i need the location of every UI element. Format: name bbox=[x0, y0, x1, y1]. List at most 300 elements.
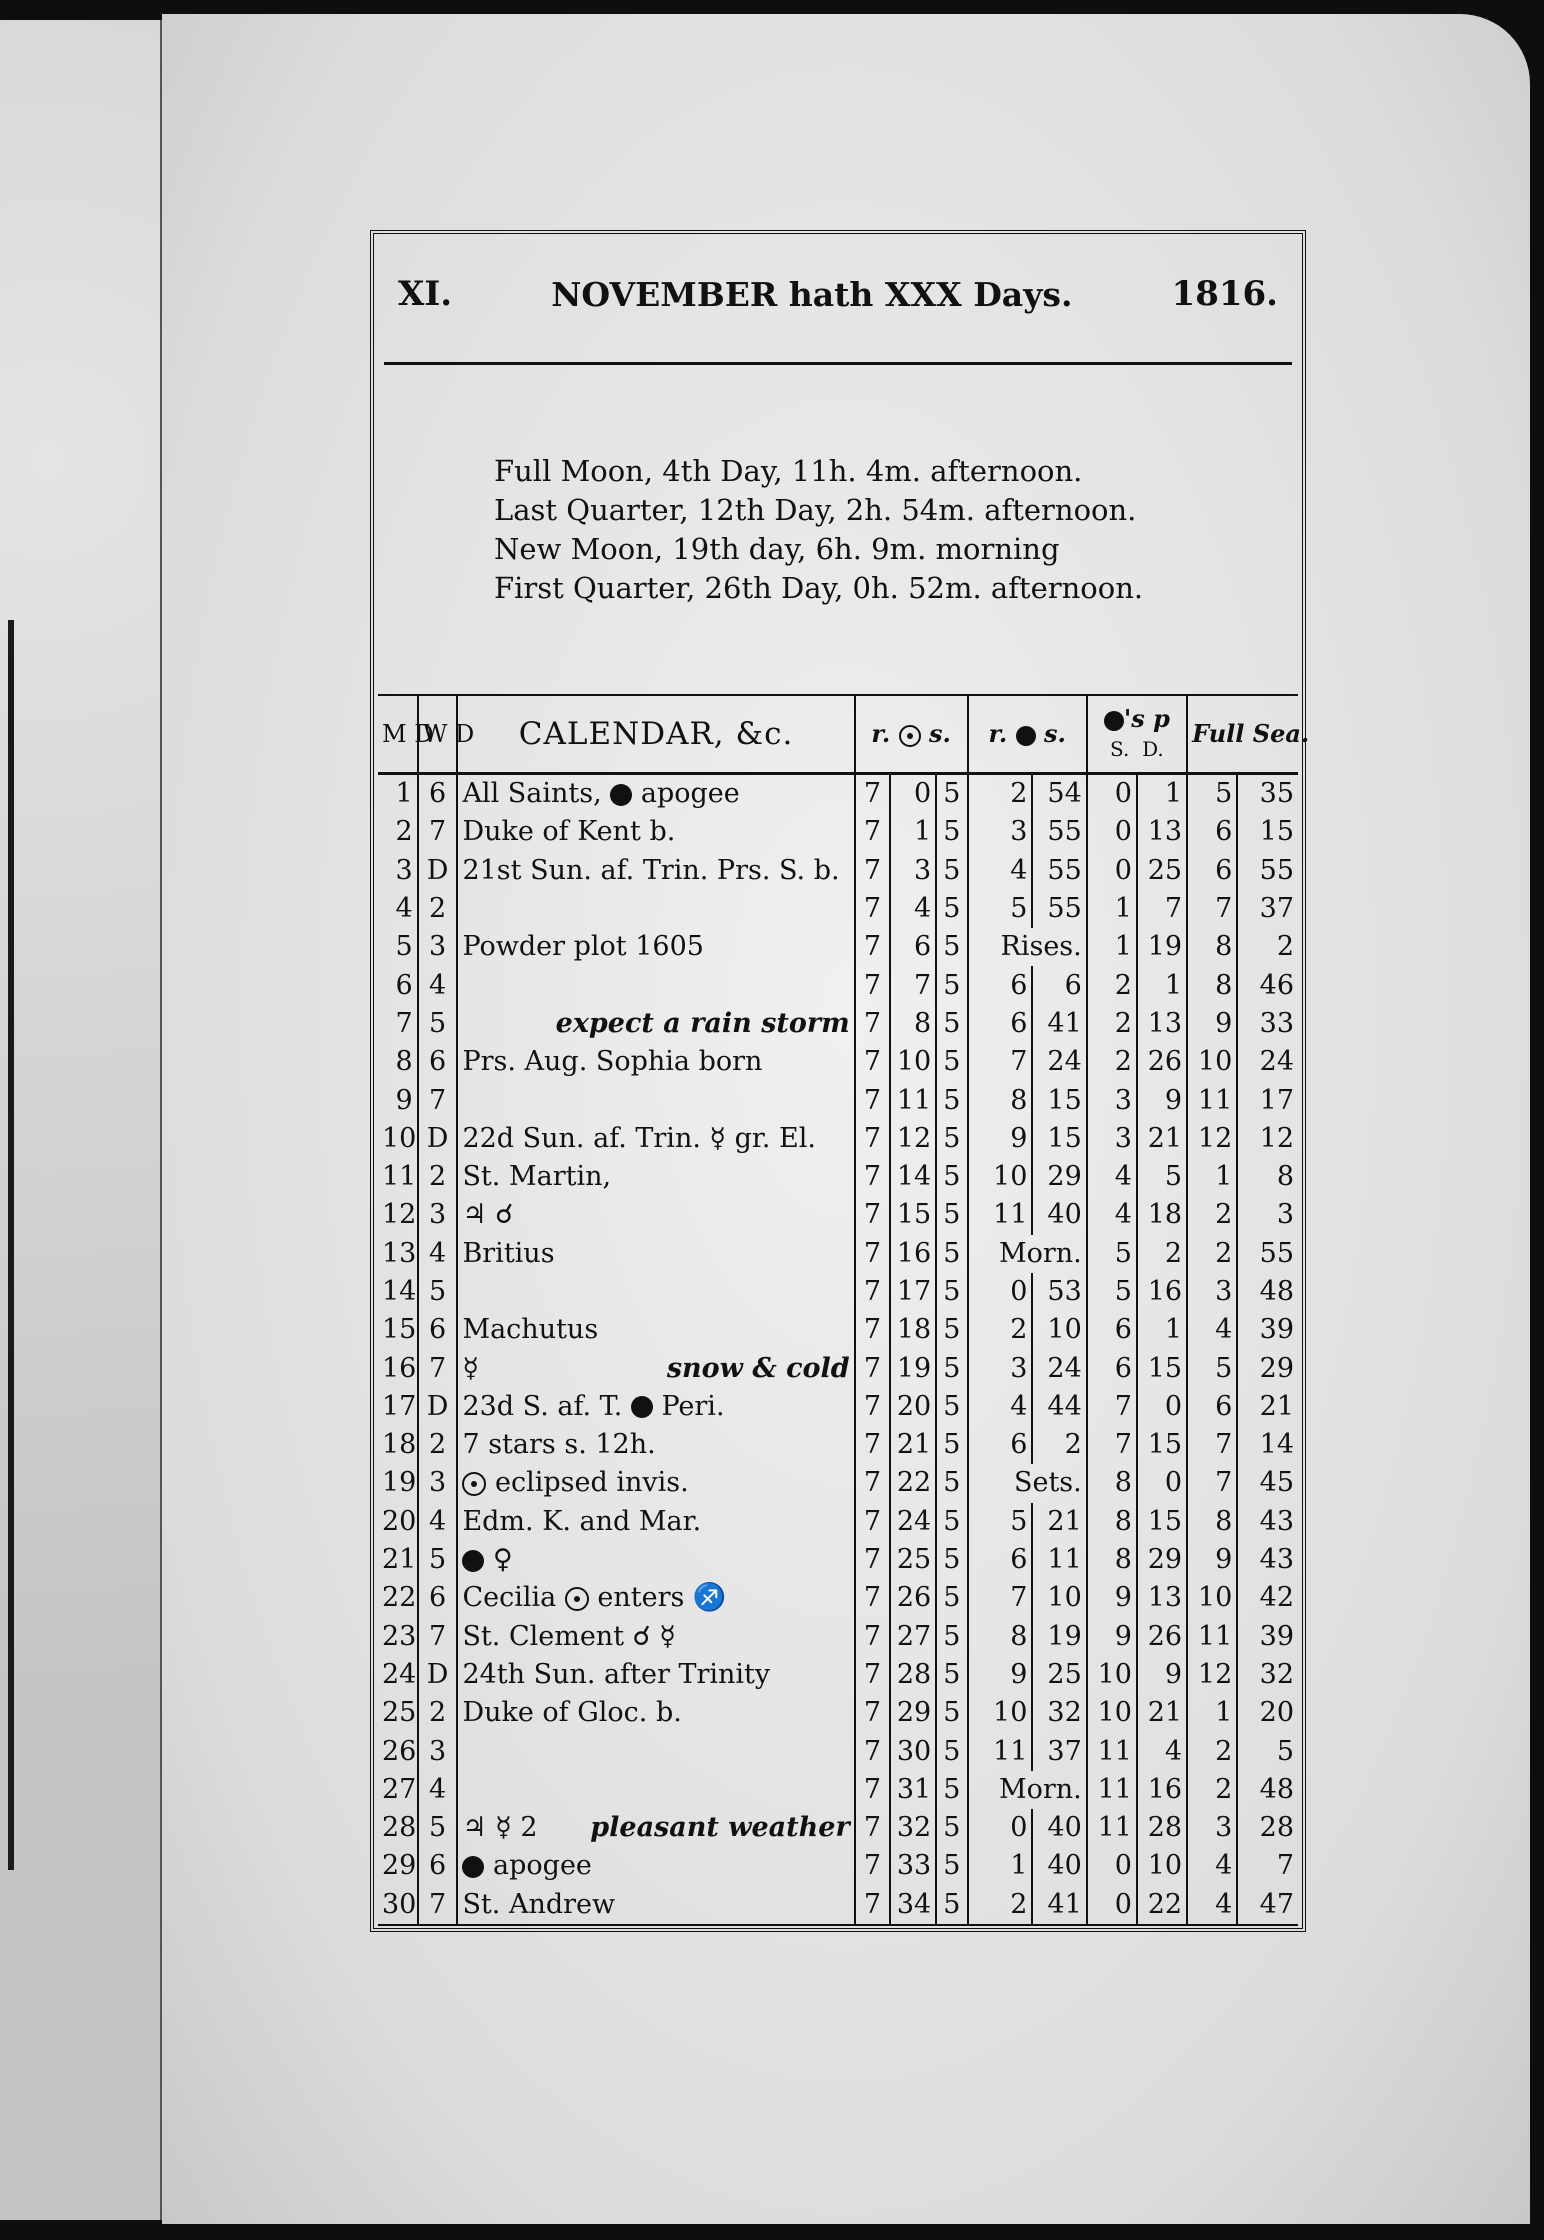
day-of-month: 25 bbox=[378, 1694, 418, 1732]
day-of-month: 3 bbox=[378, 852, 418, 890]
moon-south-minute: 15 bbox=[1137, 1503, 1187, 1541]
table-row bbox=[378, 813, 1298, 851]
moon-rise-minute: 54 bbox=[1032, 774, 1086, 814]
sunset-hour: 5 bbox=[936, 1196, 967, 1234]
event-cell bbox=[457, 1541, 854, 1579]
full-sea-minute: 3 bbox=[1276, 1199, 1294, 1231]
moon-rise-hour: 5 bbox=[968, 890, 1033, 928]
sunrise-minute: 28 bbox=[890, 1656, 936, 1694]
moon-south-minute: 5 bbox=[1137, 1158, 1187, 1196]
day-of-week: 5 bbox=[418, 1273, 458, 1311]
table-row bbox=[378, 1349, 1298, 1387]
day-of-month: 5 bbox=[378, 928, 418, 966]
moon-south-minute: 4 bbox=[1137, 1732, 1187, 1770]
moon-rise-minute: 24 bbox=[1032, 1043, 1086, 1081]
event-text: Prs. Aug. Sophia born bbox=[462, 1046, 763, 1078]
event-cell bbox=[457, 1426, 854, 1464]
day-of-week: 2 bbox=[418, 1158, 458, 1196]
full-sea-minute: 42 bbox=[1259, 1582, 1294, 1614]
table-row bbox=[378, 1656, 1298, 1694]
day-of-month: 7 bbox=[378, 1005, 418, 1043]
moon-south-hour: 9 bbox=[1087, 1579, 1137, 1617]
event-cell bbox=[457, 1235, 854, 1273]
day-of-week: 6 bbox=[418, 1311, 458, 1349]
moon-rise-hour: 3 bbox=[968, 1349, 1033, 1387]
sunrise-hour: 7 bbox=[855, 1388, 891, 1426]
event-cell bbox=[457, 1809, 854, 1847]
moon-rise-hour: 11 bbox=[968, 1732, 1033, 1770]
calendar-table bbox=[378, 694, 1310, 1926]
col-md: M D bbox=[378, 695, 418, 774]
sunrise-minute: 4 bbox=[890, 890, 936, 928]
moon-rise-minute: 37 bbox=[1032, 1732, 1086, 1770]
event-detail: eclipsed invis. bbox=[495, 1467, 689, 1499]
moon-phases bbox=[494, 452, 1143, 608]
calendar-body bbox=[378, 774, 1298, 1925]
table-row bbox=[378, 774, 1298, 814]
table-row bbox=[378, 852, 1298, 890]
event-cell bbox=[457, 966, 854, 1004]
sunset-hour: 5 bbox=[936, 1732, 967, 1770]
sunrise-hour: 7 bbox=[855, 1732, 891, 1770]
moon-rise-minute: 40 bbox=[1032, 1196, 1086, 1234]
full-sea-hour: 1 bbox=[1187, 1158, 1237, 1196]
day-of-month: 4 bbox=[378, 890, 418, 928]
moon-south-minute: 1 bbox=[1137, 966, 1187, 1004]
full-sea-hour: 4 bbox=[1187, 1886, 1237, 1925]
sunset-hour: 5 bbox=[936, 928, 967, 966]
full-sea-minute: 39 bbox=[1259, 1620, 1294, 1652]
event-detail: apogee bbox=[640, 778, 740, 810]
full-sea-minute: 55 bbox=[1259, 854, 1294, 886]
moon-south-hour: 10 bbox=[1087, 1656, 1137, 1694]
sunrise-hour: 7 bbox=[855, 928, 891, 966]
full-sea-hour: 5 bbox=[1187, 774, 1237, 814]
event-text: St. Clement bbox=[462, 1620, 625, 1652]
col-sun bbox=[855, 695, 968, 774]
moon-rise-minute: 15 bbox=[1032, 1120, 1086, 1158]
event-cell bbox=[457, 1464, 854, 1502]
moon-south-minute: 13 bbox=[1137, 1579, 1187, 1617]
sunset-hour: 5 bbox=[936, 1273, 967, 1311]
col-moon bbox=[968, 695, 1087, 774]
moon-rise-hour: 2 bbox=[968, 1886, 1033, 1925]
day-of-month: 20 bbox=[378, 1503, 418, 1541]
moon-south-s: S. bbox=[1110, 737, 1130, 761]
full-sea-minute: 35 bbox=[1259, 778, 1294, 810]
day-of-month: 12 bbox=[378, 1196, 418, 1234]
full-sea-hour: 4 bbox=[1187, 1847, 1237, 1885]
almanac-page bbox=[162, 14, 1530, 2224]
sunset-hour: 5 bbox=[936, 1043, 967, 1081]
event-cell bbox=[457, 1005, 854, 1043]
moon-south-hour: 3 bbox=[1087, 1081, 1137, 1119]
moon-rise-hour: Sets. bbox=[968, 1464, 1087, 1502]
day-of-month: 23 bbox=[378, 1618, 418, 1656]
event-text: 22d Sun. af. Trin. ☿ gr. El. bbox=[462, 1122, 816, 1154]
facing-page bbox=[0, 20, 163, 2220]
sunrise-minute: 12 bbox=[890, 1120, 936, 1158]
full-sea-hour: 9 bbox=[1187, 1541, 1237, 1579]
moon-south-hour: 11 bbox=[1087, 1771, 1137, 1809]
sunset-hour: 5 bbox=[936, 1388, 967, 1426]
table-row bbox=[378, 1273, 1298, 1311]
event-cell bbox=[457, 1618, 854, 1656]
moon-south-hour: 2 bbox=[1087, 966, 1137, 1004]
moon-rise-hour: Morn. bbox=[968, 1235, 1087, 1273]
sunset-hour: 5 bbox=[936, 1120, 967, 1158]
table-header-row bbox=[378, 695, 1298, 774]
event-text: ♃ ☌ bbox=[462, 1199, 514, 1231]
full-sea-minute: 14 bbox=[1259, 1429, 1294, 1461]
sunrise-minute: 14 bbox=[890, 1158, 936, 1196]
moon-south-hour: 8 bbox=[1087, 1503, 1137, 1541]
moon-south-minute: 29 bbox=[1137, 1541, 1187, 1579]
full-sea-hour: 6 bbox=[1187, 1388, 1237, 1426]
day-of-month: 6 bbox=[378, 966, 418, 1004]
event-text: 23d S. af. T. bbox=[462, 1390, 623, 1422]
phase-first-quarter: First Quarter, 26th Day, 0h. 52m. afternoon. bbox=[494, 571, 1144, 605]
sunrise-minute: 25 bbox=[890, 1541, 936, 1579]
sunrise-minute: 27 bbox=[890, 1618, 936, 1656]
event-detail: ♀ bbox=[493, 1544, 513, 1576]
sunrise-hour: 7 bbox=[855, 1349, 891, 1387]
weather-note: pleasant weather bbox=[590, 1812, 850, 1844]
day-of-month: 9 bbox=[378, 1081, 418, 1119]
sunset-hour: 5 bbox=[936, 1809, 967, 1847]
moon-south-hour: 0 bbox=[1087, 774, 1137, 814]
moon-rise-hour: 2 bbox=[968, 1311, 1033, 1349]
sunrise-hour: 7 bbox=[855, 1809, 891, 1847]
month-title: NOVEMBER hath XXX Days. bbox=[551, 274, 1073, 314]
moon-rise-minute: 24 bbox=[1032, 1349, 1086, 1387]
day-of-month: 10 bbox=[378, 1120, 418, 1158]
full-sea-minute: 8 bbox=[1276, 1161, 1294, 1193]
sunset-hour: 5 bbox=[936, 890, 967, 928]
moon-symbol-icon bbox=[631, 1396, 653, 1418]
day-of-week: 4 bbox=[418, 1503, 458, 1541]
full-sea-minute: 17 bbox=[1259, 1084, 1294, 1116]
event-text: Cecilia bbox=[462, 1582, 557, 1614]
moon-south-minute: 22 bbox=[1137, 1886, 1187, 1925]
event-cell bbox=[457, 1349, 854, 1387]
event-cell bbox=[457, 1273, 854, 1311]
moon-symbol-icon bbox=[462, 1856, 484, 1878]
sunset-hour: 5 bbox=[936, 1694, 967, 1732]
day-of-week: 2 bbox=[418, 890, 458, 928]
moon-rise-minute: 40 bbox=[1032, 1847, 1086, 1885]
sunrise-minute: 34 bbox=[890, 1886, 936, 1925]
moon-rise-minute: 15 bbox=[1032, 1081, 1086, 1119]
full-sea-minute: 39 bbox=[1259, 1314, 1294, 1346]
sunset-hour: 5 bbox=[936, 1005, 967, 1043]
moon-south-minute: 16 bbox=[1137, 1771, 1187, 1809]
full-sea-minute: 5 bbox=[1276, 1735, 1294, 1767]
moon-symbol-icon bbox=[462, 1550, 484, 1572]
event-text: St. Andrew bbox=[462, 1888, 616, 1920]
day-of-month: 21 bbox=[378, 1541, 418, 1579]
day-of-month: 14 bbox=[378, 1273, 418, 1311]
moon-rise-minute: 19 bbox=[1032, 1618, 1086, 1656]
moon-south-hour: 9 bbox=[1087, 1618, 1137, 1656]
table-row bbox=[378, 1694, 1298, 1732]
full-sea-hour: 7 bbox=[1187, 1464, 1237, 1502]
moon-south-hour: 5 bbox=[1087, 1235, 1137, 1273]
moon-south-d: D. bbox=[1142, 737, 1164, 761]
sunrise-hour: 7 bbox=[855, 813, 891, 851]
moon-south-minute: 0 bbox=[1137, 1464, 1187, 1502]
moon-rise-hour: 10 bbox=[968, 1158, 1033, 1196]
moon-rise-hour: 4 bbox=[968, 852, 1033, 890]
day-of-week: 3 bbox=[418, 1196, 458, 1234]
moon-south-icon bbox=[1104, 711, 1124, 731]
day-of-week: D bbox=[418, 852, 458, 890]
day-of-month: 29 bbox=[378, 1847, 418, 1885]
moon-south-hour: 11 bbox=[1087, 1809, 1137, 1847]
event-text: 7 stars s. 12h. bbox=[462, 1429, 656, 1461]
moon-south-minute: 9 bbox=[1137, 1656, 1187, 1694]
event-detail: apogee bbox=[493, 1850, 592, 1882]
table-row bbox=[378, 1771, 1298, 1809]
moon-south-hour: 1 bbox=[1087, 890, 1137, 928]
moon-rise-hour: 4 bbox=[968, 1388, 1033, 1426]
col-full-sea: Full Sea. bbox=[1187, 695, 1298, 774]
moon-rise-hour: 0 bbox=[968, 1809, 1033, 1847]
moon-south-minute: 15 bbox=[1137, 1349, 1187, 1387]
moon-south-minute: 10 bbox=[1137, 1847, 1187, 1885]
event-text: Duke of Kent b. bbox=[462, 816, 676, 848]
full-sea-hour: 1 bbox=[1187, 1694, 1237, 1732]
sunset-hour: 5 bbox=[936, 774, 967, 814]
moon-set-label: s. bbox=[1043, 719, 1066, 748]
moon-south-minute: 15 bbox=[1137, 1426, 1187, 1464]
moon-rise-minute: 55 bbox=[1032, 890, 1086, 928]
year: 1816. bbox=[1171, 274, 1278, 314]
sunset-hour: 5 bbox=[936, 1847, 967, 1885]
event-text: Edm. K. and Mar. bbox=[462, 1505, 702, 1537]
month-numeral: XI. bbox=[398, 274, 453, 314]
table-row bbox=[378, 1541, 1298, 1579]
table-row bbox=[378, 1158, 1298, 1196]
sunset-hour: 5 bbox=[936, 1311, 967, 1349]
day-of-week: 5 bbox=[418, 1809, 458, 1847]
day-of-week: 7 bbox=[418, 813, 458, 851]
sunrise-hour: 7 bbox=[855, 1426, 891, 1464]
sunrise-hour: 7 bbox=[855, 1847, 891, 1885]
moon-icon bbox=[1016, 726, 1036, 746]
sunrise-hour: 7 bbox=[855, 1005, 891, 1043]
moon-rise-hour: 7 bbox=[968, 1579, 1033, 1617]
sunset-hour: 5 bbox=[936, 1158, 967, 1196]
sunrise-hour: 7 bbox=[855, 1273, 891, 1311]
facing-page-edge bbox=[8, 620, 14, 1870]
event-cell bbox=[457, 1579, 854, 1617]
event-text: Duke of Gloc. b. bbox=[462, 1697, 682, 1729]
full-sea-hour: 3 bbox=[1187, 1273, 1237, 1311]
day-of-month: 1 bbox=[378, 774, 418, 814]
day-of-week: 4 bbox=[418, 966, 458, 1004]
event-cell bbox=[457, 1886, 854, 1925]
day-of-month: 18 bbox=[378, 1426, 418, 1464]
event-text: Powder plot 1605 bbox=[462, 931, 704, 963]
full-sea-hour: 2 bbox=[1187, 1771, 1237, 1809]
event-cell bbox=[457, 1158, 854, 1196]
day-of-month: 22 bbox=[378, 1579, 418, 1617]
day-of-week: 6 bbox=[418, 1847, 458, 1885]
moon-south-hour: 2 bbox=[1087, 1005, 1137, 1043]
sunrise-minute: 31 bbox=[890, 1771, 936, 1809]
full-sea-hour: 8 bbox=[1187, 928, 1237, 966]
sunrise-minute: 17 bbox=[890, 1273, 936, 1311]
sunrise-hour: 7 bbox=[855, 852, 891, 890]
moon-south-minute: 25 bbox=[1137, 852, 1187, 890]
event-cell bbox=[457, 1732, 854, 1770]
table-row bbox=[378, 1618, 1298, 1656]
event-cell bbox=[457, 774, 854, 814]
day-of-week: 3 bbox=[418, 928, 458, 966]
day-of-week: 7 bbox=[418, 1886, 458, 1925]
full-sea-minute: 24 bbox=[1259, 1046, 1294, 1078]
full-sea-minute: 48 bbox=[1259, 1276, 1294, 1307]
sunset-hour: 5 bbox=[936, 1541, 967, 1579]
sunrise-minute: 32 bbox=[890, 1809, 936, 1847]
sunrise-hour: 7 bbox=[855, 1081, 891, 1119]
moon-rise-hour: 8 bbox=[968, 1618, 1033, 1656]
sunrise-hour: 7 bbox=[855, 890, 891, 928]
moon-south-hour: 0 bbox=[1087, 1886, 1137, 1925]
full-sea-hour: 12 bbox=[1187, 1656, 1237, 1694]
sunset-hour: 5 bbox=[936, 1426, 967, 1464]
event-cell bbox=[457, 1120, 854, 1158]
phase-full-moon: Full Moon, 4th Day, 11h. 4m. afternoon. bbox=[494, 454, 1083, 488]
sun-symbol-icon bbox=[462, 1472, 486, 1496]
sunset-hour: 5 bbox=[936, 966, 967, 1004]
weather-note: snow & cold bbox=[666, 1352, 850, 1384]
table-row bbox=[378, 1847, 1298, 1885]
moon-rise-hour: 3 bbox=[968, 813, 1033, 851]
day-of-week: 6 bbox=[418, 774, 458, 814]
day-of-month: 17 bbox=[378, 1388, 418, 1426]
moon-rise-minute: 25 bbox=[1032, 1656, 1086, 1694]
full-sea-hour: 6 bbox=[1187, 852, 1237, 890]
sunrise-minute: 30 bbox=[890, 1732, 936, 1770]
day-of-month: 24 bbox=[378, 1656, 418, 1694]
moon-south-hour: 8 bbox=[1087, 1541, 1137, 1579]
moon-rise-hour: 0 bbox=[968, 1273, 1033, 1311]
sunset-hour: 5 bbox=[936, 1886, 967, 1925]
moon-south-hour: 3 bbox=[1087, 1120, 1137, 1158]
sunrise-hour: 7 bbox=[855, 1503, 891, 1541]
full-sea-hour: 7 bbox=[1187, 1426, 1237, 1464]
sunset-hour: 5 bbox=[936, 1656, 967, 1694]
day-of-week: 3 bbox=[418, 1732, 458, 1770]
table-row bbox=[378, 1503, 1298, 1541]
weather-note: expect a rain storm bbox=[555, 1007, 850, 1039]
moon-rise-minute: 41 bbox=[1032, 1005, 1086, 1043]
sunrise-minute: 18 bbox=[890, 1311, 936, 1349]
moon-rise-minute: 32 bbox=[1032, 1694, 1086, 1732]
full-sea-hour: 7 bbox=[1187, 890, 1237, 928]
sunrise-minute: 16 bbox=[890, 1235, 936, 1273]
event-detail: Peri. bbox=[661, 1390, 725, 1422]
day-of-week: 5 bbox=[418, 1541, 458, 1579]
moon-south-minute: 19 bbox=[1137, 928, 1187, 966]
moon-south-hour: 7 bbox=[1087, 1426, 1137, 1464]
sunrise-hour: 7 bbox=[855, 1694, 891, 1732]
sunset-hour: 5 bbox=[936, 1579, 967, 1617]
full-sea-minute: 20 bbox=[1259, 1697, 1294, 1729]
moon-rise-hour: 6 bbox=[968, 1541, 1033, 1579]
full-sea-hour: 8 bbox=[1187, 966, 1237, 1004]
day-of-month: 13 bbox=[378, 1235, 418, 1273]
sunrise-minute: 29 bbox=[890, 1694, 936, 1732]
full-sea-minute: 47 bbox=[1237, 1886, 1298, 1925]
sunrise-minute: 15 bbox=[890, 1196, 936, 1234]
moon-rise-hour: 6 bbox=[968, 1005, 1033, 1043]
event-text: ♃ ☿ 2 bbox=[462, 1812, 538, 1844]
full-sea-minute: 7 bbox=[1276, 1850, 1294, 1882]
sun-rise-label: r. bbox=[871, 719, 891, 748]
moon-south-minute: 1 bbox=[1137, 1311, 1187, 1349]
sunrise-hour: 7 bbox=[855, 1771, 891, 1809]
col-wd: W D bbox=[418, 695, 458, 774]
day-of-week: 7 bbox=[418, 1081, 458, 1119]
event-cell bbox=[457, 1196, 854, 1234]
sunrise-hour: 7 bbox=[855, 966, 891, 1004]
sunrise-minute: 1 bbox=[890, 813, 936, 851]
full-sea-hour: 2 bbox=[1187, 1235, 1237, 1273]
table-row bbox=[378, 1464, 1298, 1502]
full-sea-minute: 28 bbox=[1259, 1812, 1294, 1844]
phase-last-quarter: Last Quarter, 12th Day, 2h. 54m. afternoon. bbox=[494, 493, 1137, 527]
day-of-week: 4 bbox=[418, 1771, 458, 1809]
full-sea-hour: 9 bbox=[1187, 1005, 1237, 1043]
table-row bbox=[378, 1120, 1298, 1158]
full-sea-minute: 21 bbox=[1259, 1390, 1294, 1422]
day-of-month: 2 bbox=[378, 813, 418, 851]
full-sea-hour: 11 bbox=[1187, 1618, 1237, 1656]
sunrise-minute: 33 bbox=[890, 1847, 936, 1885]
moon-rise-label: r. bbox=[988, 719, 1008, 748]
event-text: Machutus bbox=[462, 1314, 599, 1346]
event-cell bbox=[457, 1694, 854, 1732]
moon-south-hour: 2 bbox=[1087, 1043, 1137, 1081]
table-row bbox=[378, 1081, 1298, 1119]
sunrise-minute: 11 bbox=[890, 1081, 936, 1119]
day-of-week: 7 bbox=[418, 1618, 458, 1656]
full-sea-minute: 43 bbox=[1259, 1544, 1294, 1576]
calendar-frame bbox=[370, 230, 1310, 1932]
sunrise-hour: 7 bbox=[855, 1656, 891, 1694]
moon-south-minute: 26 bbox=[1137, 1043, 1187, 1081]
moon-rise-minute: 29 bbox=[1032, 1158, 1086, 1196]
table-row bbox=[378, 1886, 1298, 1925]
moon-rise-hour: Rises. bbox=[968, 928, 1087, 966]
event-cell bbox=[457, 1503, 854, 1541]
table-row bbox=[378, 966, 1298, 1004]
sunrise-minute: 21 bbox=[890, 1426, 936, 1464]
moon-south-minute: 1 bbox=[1137, 774, 1187, 814]
full-sea-minute: 15 bbox=[1259, 816, 1294, 848]
full-sea-minute: 12 bbox=[1259, 1122, 1294, 1154]
day-of-week: 3 bbox=[418, 1464, 458, 1502]
sunrise-hour: 7 bbox=[855, 774, 891, 814]
event-detail: enters ♐ bbox=[597, 1582, 727, 1614]
col-moon-south bbox=[1087, 695, 1187, 774]
event-cell bbox=[457, 890, 854, 928]
day-of-month: 8 bbox=[378, 1043, 418, 1081]
sunrise-hour: 7 bbox=[855, 1618, 891, 1656]
